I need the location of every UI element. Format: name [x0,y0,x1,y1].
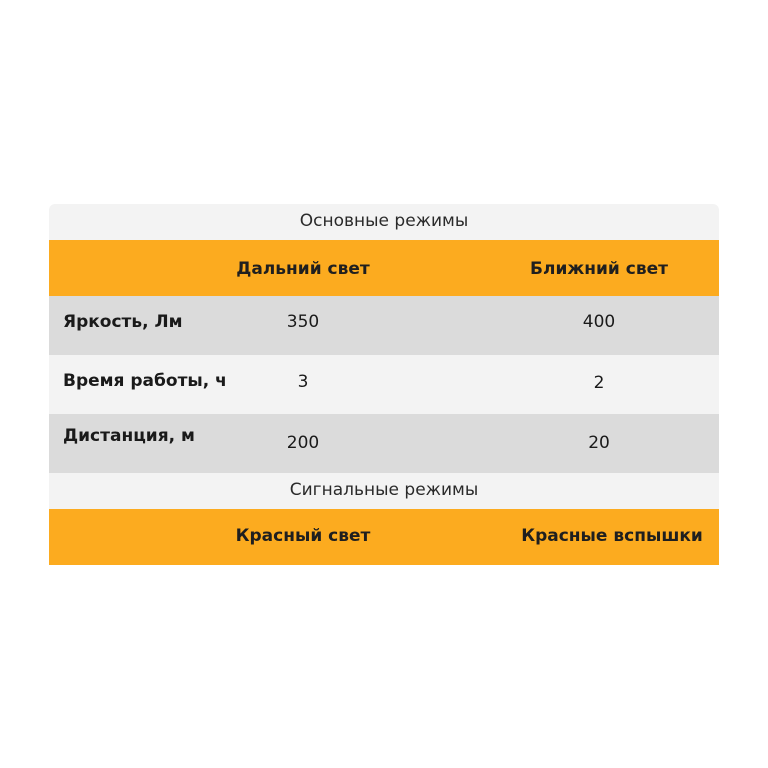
table-row-runtime: Время работы, ч 3 2 [49,355,719,414]
signal-modes-header-row: Красный свет Красные вспышки [49,509,719,565]
table-row-brightness: Яркость, Лм 350 400 [49,296,719,355]
row-label: Яркость, Лм [63,312,183,332]
specs-table [49,204,719,565]
table-row-distance: Дистанция, м 200 20 [49,414,719,473]
signal-modes-caption: Сигнальные режимы [289,480,479,500]
row-label: Дистанция, м [63,426,195,446]
signal-modes-caption-row [49,473,719,509]
main-modes-caption-row [49,204,719,240]
main-modes-caption: Основные режимы [299,211,469,231]
main-modes-header-row: Дальний свет Ближний свет [49,240,719,296]
row-label: Время работы, ч [63,371,227,391]
